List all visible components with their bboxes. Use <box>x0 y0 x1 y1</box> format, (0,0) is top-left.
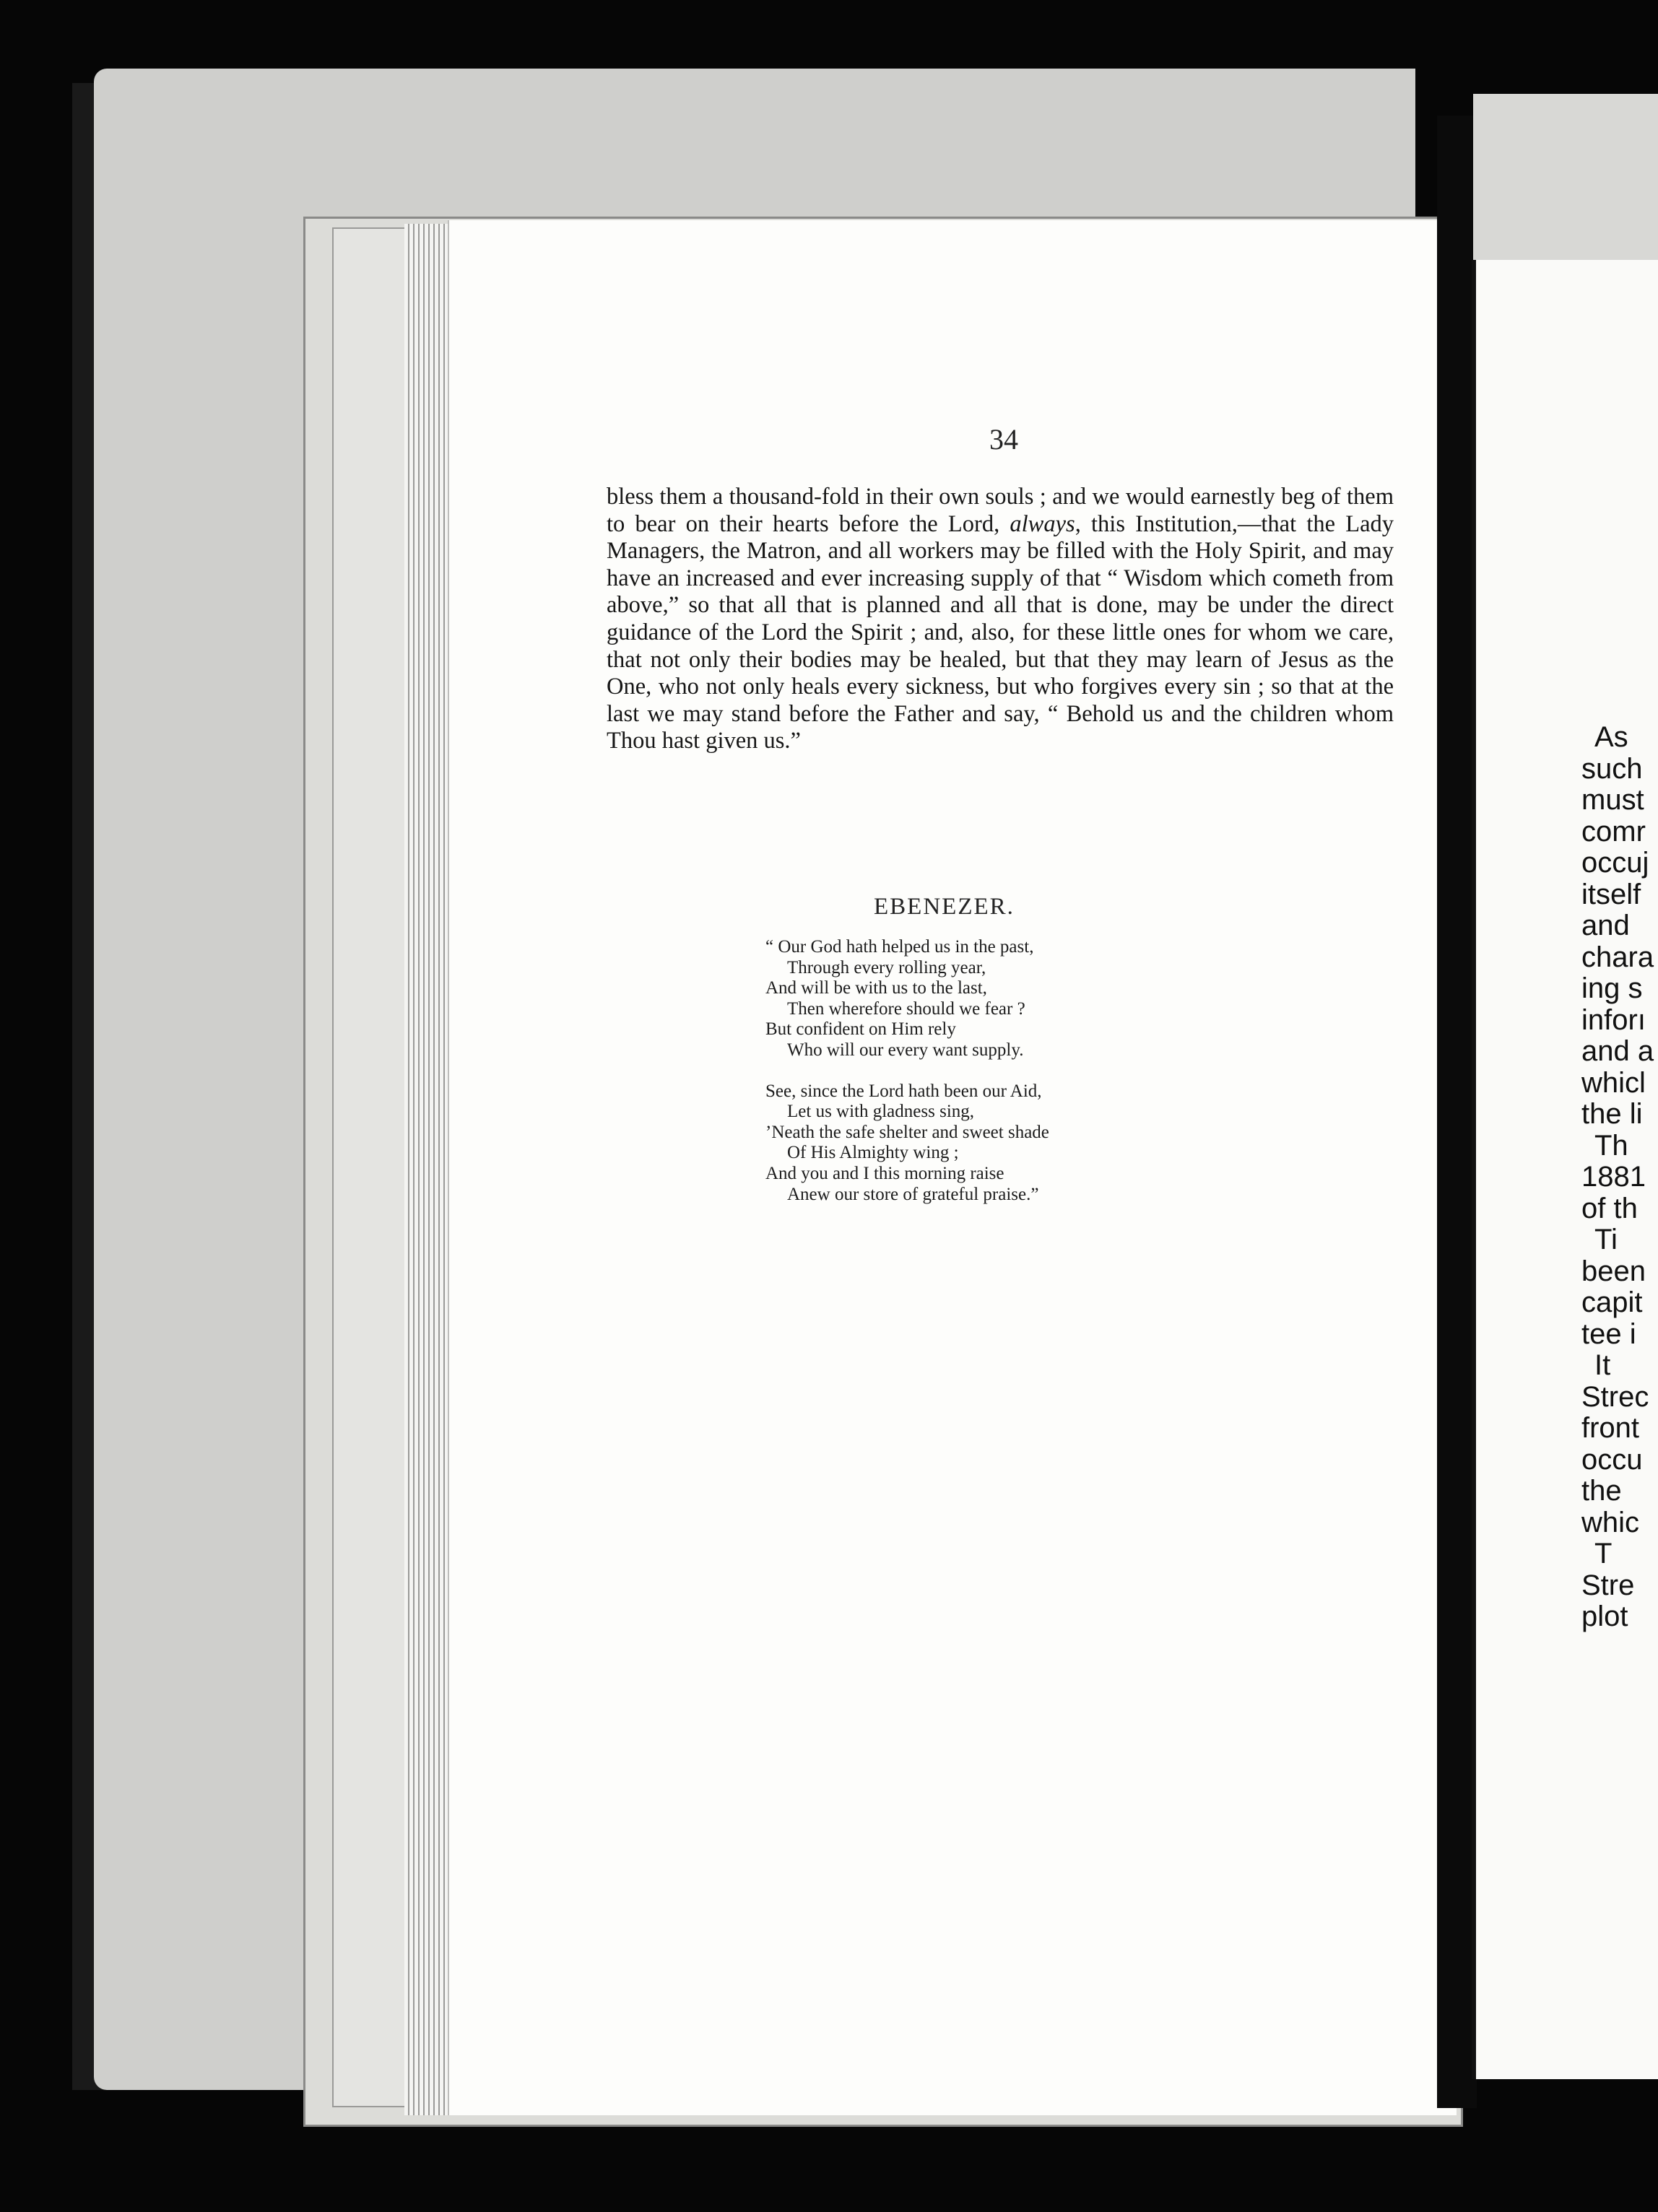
right-page-line-fragment: It <box>1594 1349 1611 1381</box>
book-spine <box>1437 116 1477 2108</box>
right-page-line-fragment: As <box>1594 721 1628 753</box>
poem-line: Let us with gladness sing, <box>787 1102 975 1122</box>
page-fold <box>1472 260 1476 2079</box>
right-page-line-fragment: and a <box>1581 1035 1654 1067</box>
right-page-line-fragment: Ti <box>1594 1224 1618 1255</box>
right-page-line-fragment: Th <box>1594 1129 1628 1162</box>
page-number: 34 <box>989 423 1018 456</box>
right-page-line-fragment: T <box>1594 1538 1613 1569</box>
poem <box>765 937 1049 1225</box>
right-page-line-fragment: 1881 <box>1581 1161 1646 1193</box>
right-page-text-fragments <box>1581 722 1654 1633</box>
right-page-line-fragment: comr <box>1581 815 1646 848</box>
poem-stanza <box>765 1081 1049 1206</box>
right-page-line-fragment: plot <box>1581 1601 1628 1632</box>
right-page-line-fragment: chara <box>1581 941 1654 973</box>
right-page-line-fragment: inforı <box>1581 1003 1646 1036</box>
right-page-line-fragment: ing s <box>1581 972 1643 1004</box>
poem-line: Who will our every want supply. <box>787 1040 1024 1060</box>
poem-line: Through every rolling year, <box>787 957 986 977</box>
right-page-line-fragment: occuj <box>1581 847 1649 879</box>
body-text-run: bless them a thousand-fold in their own souls ; and we would earnestly beg of them to bear on their hearts before the Lord, <box>607 484 1394 537</box>
poem-stanza <box>765 937 1049 1061</box>
poem-line: But confident on Him rely <box>765 1019 956 1040</box>
poem-line: And you and I this morning raise <box>765 1163 1004 1183</box>
right-page-line-fragment: been <box>1581 1255 1646 1287</box>
right-page-line-fragment: front <box>1581 1412 1640 1444</box>
right-page-line-fragment: such <box>1581 752 1643 785</box>
body-paragraph <box>607 484 1394 755</box>
right-page-line-fragment: Strec <box>1581 1380 1649 1413</box>
right-page-line-fragment: tee i <box>1581 1318 1636 1350</box>
right-page-line-fragment: the <box>1581 1475 1622 1507</box>
poem-title: EBENEZER. <box>874 894 1015 920</box>
emphasis-text: always <box>1010 510 1075 537</box>
right-page-line-fragment: whicl <box>1581 1066 1646 1099</box>
right-page-line-fragment: itself <box>1581 878 1641 910</box>
right-page-line-fragment: must <box>1581 784 1644 816</box>
poem-line: “ Our God hath helped us in the past, <box>765 937 1034 957</box>
right-page-line-fragment: and <box>1581 910 1630 941</box>
poem-line: Then wherefore should we fear ? <box>787 998 1025 1019</box>
poem-line: See, since the Lord hath been our Aid, <box>765 1081 1042 1101</box>
right-page-line-fragment: the li <box>1581 1098 1643 1130</box>
body-text-run: , this Institution,—that the Lady Managers, the Matron, and all workers may be filled with the Holy Spirit, and may have an increased and ever increasing supply of that “ Wisdom which cometh from above,” so that all that is planned and all that is done, may be under the direct guidance of the Lord the Spirit ; and, also, for these little ones for whom we care, that not only their bodies may be healed, but that they may learn of Jesus as the One, who not only heals every sickness, but who forgives every sin ; so that at the last we may stand before the Father and say, “ Behold us and the children whom Thou hast given us.” <box>607 510 1394 754</box>
right-page-line-fragment: whic <box>1581 1506 1640 1538</box>
right-page-line-fragment: capit <box>1581 1286 1643 1318</box>
right-cover <box>1473 94 1658 267</box>
poem-line: And will be with us to the last, <box>765 978 987 998</box>
page-leaf-edges <box>404 224 448 2115</box>
right-page-line-fragment: Stre <box>1581 1569 1635 1601</box>
right-page-line-fragment: occu <box>1581 1443 1643 1476</box>
poem-line: Of His Almighty wing ; <box>787 1143 959 1163</box>
right-page-line-fragment: of th <box>1581 1192 1638 1224</box>
poem-line: ’Neath the safe shelter and sweet shade <box>765 1122 1049 1142</box>
poem-line: Anew our store of grateful praise.” <box>787 1184 1039 1204</box>
